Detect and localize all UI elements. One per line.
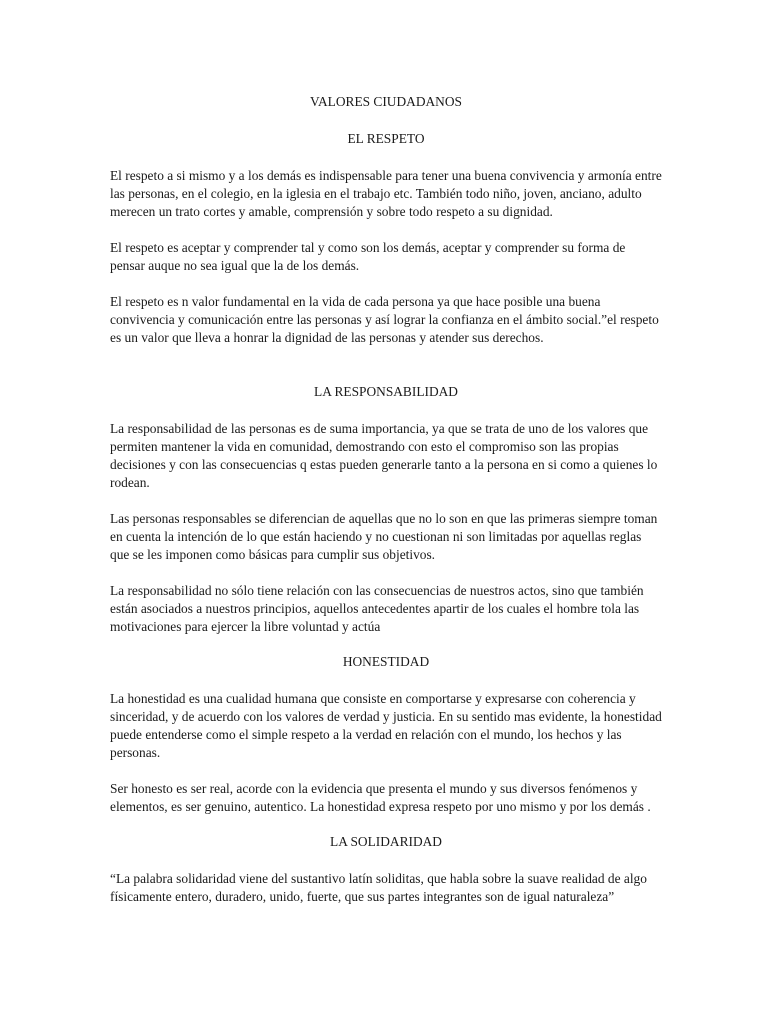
paragraph-respeto-2: El respeto es aceptar y comprender tal y como son los demás, aceptar y comprender su forma de pensar auque no sea igual que la de los demás.: [110, 240, 626, 273]
paragraph-solidaridad-1: “La palabra solidaridad viene del sustantivo latín soliditas, que habla sobre la suave realidad de algo físicamente entero, duradero, unido, fuerte, que sus partes integrantes son de igual naturaleza”: [110, 871, 647, 904]
section-heading-respeto: EL RESPETO: [347, 131, 425, 146]
section-heading-responsabilidad: LA RESPONSABILIDAD: [314, 384, 458, 399]
paragraph-responsabilidad-1: La responsabilidad de las personas es de suma importancia, ya que se trata de uno de los valores que permiten mantener la vida en comunidad, demostrando con esto el compromiso son las propias decisiones y con las consecuencias q estas pueden generarle tanto a la persona en si como a quienes lo rodean.: [110, 421, 658, 490]
paragraph-honestidad-1: La honestidad es una cualidad humana que consiste en comportarse y expresarse con coherencia y sinceridad, y de acuerdo con los valores de verdad y justicia. En su sentido mas evidente, la honestidad puede entenderse como el simple respeto a la verdad en relación con el mundo, los hechos y las personas.: [110, 691, 662, 760]
document-body: [110, 93, 662, 924]
paragraph-respeto-3: El respeto es n valor fundamental en la vida de cada persona ya que hace posible una buena convivencia y comunicación entre las personas y así lograr la confianza en el ámbito social.”el respeto es un valor que lleva a honrar la dignidad de las personas y atender sus derechos.: [110, 294, 659, 345]
document-title: VALORES CIUDADANOS: [310, 94, 462, 109]
paragraph-responsabilidad-3: La responsabilidad no sólo tiene relación con las consecuencias de nuestros actos, sino que también están asociados a nuestros principios, aquellos antecedentes apartir de los cuales el hombre tola las motivaciones para ejercer la libre voluntad y actúa: [110, 583, 644, 634]
section-heading-solidaridad: LA SOLIDARIDAD: [330, 834, 442, 849]
paragraph-respeto-1: El respeto a si mismo y a los demás es indispensable para tener una buena convivencia y armonía entre las personas, en el colegio, en la iglesia en el trabajo etc. También todo niño, joven, anciano, adulto merecen un trato cortes y amable, comprensión y sobre todo respeto a su dignidad.: [110, 168, 662, 219]
section-heading-honestidad: HONESTIDAD: [342, 654, 430, 669]
paragraph-honestidad-2: Ser honesto es ser real, acorde con la evidencia que presenta el mundo y sus diversos fenómenos y elementos, es ser genuino, autentico. La honestidad expresa respeto por uno mismo y por los demás .: [110, 781, 651, 814]
paragraph-responsabilidad-2: Las personas responsables se diferencian de aquellas que no lo son en que las primeras siempre toman en cuenta la intención de lo que están haciendo y no cuestionan ni son limitadas por aquellas reglas que se les imponen como básicas para cumplir sus objetivos.: [110, 511, 658, 562]
